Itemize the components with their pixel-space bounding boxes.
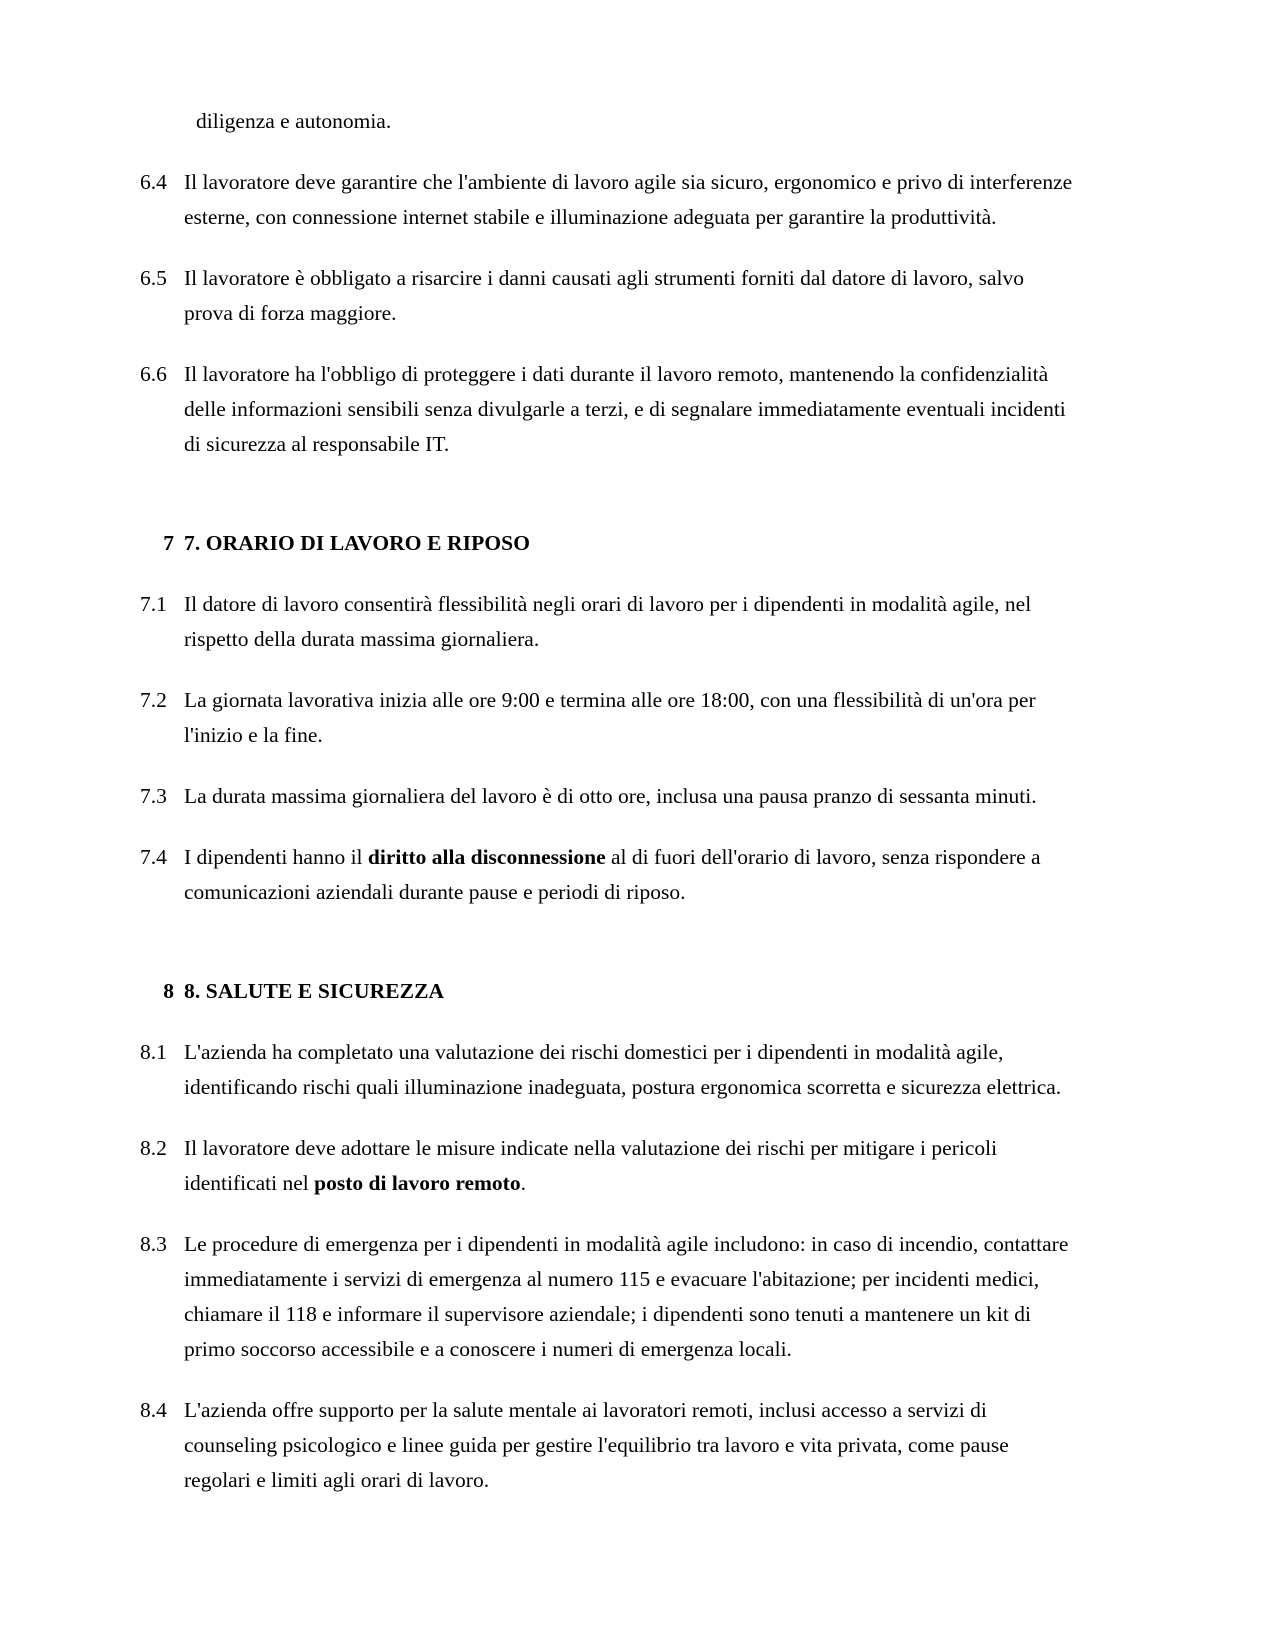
clause-6-4 [140, 165, 1073, 235]
clause-text: Il lavoratore deve garantire che l'ambiente di lavoro agile sia sicuro, ergonomico e privo di interferenze esterne, con connessione internet stabile e illuminazione adeguata per garantire la produttività. [184, 170, 1073, 229]
clause-8-4 [140, 1393, 1073, 1498]
clause-number: 8.1 [140, 1040, 167, 1064]
section-title: 8. SALUTE E SICUREZZA [184, 979, 445, 1003]
clause-text: La giornata lavorativa inizia alle ore 9:00 e termina alle ore 18:00, con una flessibilità di un'ora per l'inizio e la fine. [184, 688, 1036, 747]
continuation-paragraph: diligenza e autonomia. [196, 109, 392, 133]
document-content [140, 104, 1073, 1498]
clause-number: 8.2 [140, 1136, 167, 1160]
section-number: 7 [163, 531, 174, 555]
clause-emphasis: posto di lavoro remoto [314, 1171, 521, 1195]
clause-emphasis: diritto alla disconnessione [367, 845, 606, 869]
clause-text-segment: Il lavoratore deve adottare le misure indicate nella valutazione dei rischi per mitigare i pericoli identificati nel [184, 1136, 998, 1195]
clause-text: Il datore di lavoro consentirà flessibilità negli orari di lavoro per i dipendenti in modalità agile, nel rispetto della durata massima giornaliera. [184, 592, 1032, 651]
clause-text-segment: . [520, 1171, 526, 1195]
clause-number: 7.4 [140, 845, 167, 869]
clause-6-5 [140, 261, 1073, 331]
clause-number: 8.4 [140, 1398, 167, 1422]
clause-text [184, 840, 1073, 910]
clause-7-3 [140, 779, 1073, 814]
clause-text: Il lavoratore ha l'obbligo di proteggere i dati durante il lavoro remoto, mantenendo la confidenzialità delle informazioni sensibili senza divulgarle a terzi, e di segnalare immediatamente eventuali incidenti di sicurezza al responsabile IT. [184, 362, 1066, 456]
clause-text: La durata massima giornaliera del lavoro è di otto ore, inclusa una pausa pranzo di sessanta minuti. [184, 784, 1037, 808]
clause-number: 7.3 [140, 784, 167, 808]
clause-text: Il lavoratore è obbligato a risarcire i danni causati agli strumenti forniti dal datore di lavoro, salvo prova di forza maggiore. [184, 266, 1025, 325]
clause-number: 7.2 [140, 688, 167, 712]
section-number: 8 [163, 979, 174, 1003]
clause-text-segment: al di fuori dell'orario di lavoro, senza rispondere a comunicazioni aziendali durante pause e periodi di riposo. [184, 845, 1041, 904]
section-title: 7. ORARIO DI LAVORO E RIPOSO [184, 531, 531, 555]
section-heading-7 [140, 526, 1073, 561]
clause-number: 6.5 [140, 266, 167, 290]
clause-number: 7.1 [140, 592, 167, 616]
clause-7-2 [140, 683, 1073, 753]
clause-number: 6.4 [140, 170, 167, 194]
clause-text: L'azienda offre supporto per la salute mentale ai lavoratori remoti, inclusi accesso a servizi di counseling psicologico e linee guida per gestire l'equilibrio tra lavoro e vita privata, come pause regolari e limiti agli orari di lavoro. [184, 1398, 1009, 1492]
clause-number: 6.6 [140, 362, 167, 386]
clause-7-4 [140, 840, 1073, 910]
clause-7-1 [140, 587, 1073, 657]
clause-8-2 [140, 1131, 1073, 1201]
clause-text [184, 1131, 1073, 1201]
section-heading-8 [140, 974, 1073, 1009]
clause-8-1 [140, 1035, 1073, 1105]
clause-text: Le procedure di emergenza per i dipendenti in modalità agile includono: in caso di incendio, contattare immediatamente i servizi di emergenza al numero 115 e evacuare l'abitazione; per incidenti medici, chiamare il 118 e informare il supervisore aziendale; i dipendenti sono tenuti a mantenere un kit di primo soccorso accessibile e a conoscere i numeri di emergenza locali. [184, 1232, 1069, 1361]
clause-8-3 [140, 1227, 1073, 1367]
clause-text-segment: I dipendenti hanno il [184, 845, 368, 869]
clause-text: L'azienda ha completato una valutazione dei rischi domestici per i dipendenti in modalità agile, identificando rischi quali illuminazione inadeguata, postura ergonomica scorretta e sicurezza elettrica. [184, 1040, 1062, 1099]
clause-number: 8.3 [140, 1232, 167, 1256]
clause-6-6 [140, 357, 1073, 462]
